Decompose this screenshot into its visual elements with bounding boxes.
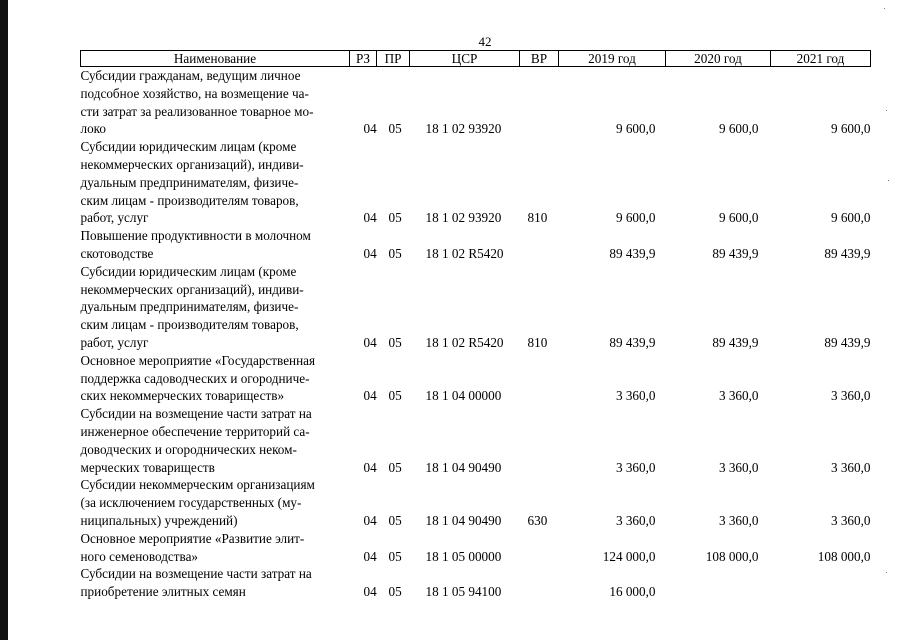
cell-2021: 89 439,9 [824,334,871,350]
cell-csr: 18 1 04 90490 [425,459,502,475]
table-row [81,476,871,529]
name-line: Повышение продуктивности в молочном [80,228,311,244]
scan-shadow-edge [0,0,8,640]
cell-2020: 89 439,9 [712,245,759,261]
name-line: работ, услуг [80,334,149,350]
name-line: ного семеноводства» [80,548,199,564]
cell-2020: 108 000,0 [705,548,759,564]
page-number: 42 [478,34,492,49]
header-name: Наименование [81,51,350,67]
name-line: некоммерческих организаций), индиви- [80,156,304,172]
name-line: подсобное хозяйство, на возмещение ча- [80,85,309,101]
row-name [81,476,350,529]
cell-csr: 18 1 02 93920 [425,210,502,226]
cell-2021 [771,565,871,601]
cell-csr: 18 1 02 R5420 [425,334,504,350]
cell-pr: 05 [388,388,402,404]
name-line: ским лицам - производителям товаров, [80,192,299,208]
name-line: ниципальных) учреждений) [80,512,238,528]
name-line: инженерное обеспечение территорий са- [80,423,310,439]
cell-2020: 9 600,0 [718,210,759,226]
cell-rz: 04 [363,548,377,564]
cell-csr: 18 1 04 90490 [425,512,502,528]
name-line: локо [80,121,107,137]
cell-rz: 04 [363,121,377,137]
header-vr: ВР [520,51,559,67]
name-line: ских некоммерческих товариществ» [80,388,285,404]
name-line: Субсидии некоммерческим организациям [80,477,315,493]
row-name [81,405,350,476]
row-name [81,138,350,227]
cell-2019: 89 439,9 [609,334,656,350]
cell-rz: 04 [363,459,377,475]
cell-2021: 9 600,0 [830,210,871,226]
cell-vr [520,67,559,139]
budget-table [80,50,871,601]
row-name [81,263,350,352]
cell-rz: 04 [363,512,377,528]
cell-2020: 3 360,0 [718,459,759,475]
cell-csr: 18 1 04 00000 [425,388,502,404]
cell-2021: 3 360,0 [830,388,871,404]
cell-2019: 9 600,0 [615,210,656,226]
cell-2019: 89 439,9 [609,245,656,261]
cell-vr [520,405,559,476]
cell-2019: 16 000,0 [609,584,656,600]
row-name [81,352,350,405]
cell-vr [520,565,559,601]
cell-2020: 3 360,0 [718,388,759,404]
table-row [81,67,871,139]
cell-rz: 04 [363,388,377,404]
cell-2019: 9 600,0 [615,121,656,137]
cell-rz: 04 [363,210,377,226]
name-line: некоммерческих организаций), индиви- [80,281,304,297]
scan-speck [884,8,885,9]
header-csr: ЦСР [410,51,520,67]
cell-2021: 89 439,9 [824,245,871,261]
cell-vr [520,352,559,405]
cell-pr: 05 [388,334,402,350]
cell-csr: 18 1 05 00000 [425,548,502,564]
name-line: поддержка садоводческих и огородниче- [80,370,310,386]
table-body [81,67,871,601]
scan-speck [886,110,887,111]
cell-2021: 9 600,0 [830,121,871,137]
name-line: Субсидии на возмещение части затрат на [80,566,312,582]
cell-pr: 05 [388,548,402,564]
name-line: работ, услуг [80,210,149,226]
name-line: Субсидии на возмещение части затрат на [80,406,312,422]
name-line: Субсидии юридическим лицам (кроме [80,139,297,155]
header-rz: РЗ [350,51,377,67]
cell-pr: 05 [388,245,402,261]
cell-rz: 04 [363,334,377,350]
scan-speck [888,180,889,181]
cell-2021: 3 360,0 [830,459,871,475]
cell-2019: 3 360,0 [615,512,656,528]
name-line: скотоводстве [80,245,154,261]
cell-csr: 18 1 05 94100 [425,584,502,600]
cell-csr: 18 1 02 R5420 [425,245,504,261]
scan-speck [886,572,887,573]
cell-2019: 124 000,0 [602,548,656,564]
row-name [81,227,350,263]
name-line: Субсидии гражданам, ведущим личное [80,68,301,83]
cell-rz: 04 [363,584,377,600]
budget-table-container [80,50,870,601]
name-line: доводческих и огороднических неком- [80,441,297,457]
cell-csr: 18 1 02 93920 [425,121,502,137]
header-2020: 2020 год [666,51,771,67]
cell-pr: 05 [388,584,402,600]
name-line: Основное мероприятие «Развитие элит- [80,530,305,546]
table-header [81,51,871,67]
cell-2021: 108 000,0 [817,548,871,564]
name-line: дуальным предпринимателям, физиче- [80,174,299,190]
cell-pr: 05 [388,512,402,528]
row-name [81,565,350,601]
name-line: сти затрат за реализованное товарное мо- [80,103,314,119]
table-row [81,405,871,476]
cell-vr: 810 [527,334,548,350]
name-line: Основное мероприятие «Государственная [80,352,316,368]
cell-2019: 3 360,0 [615,388,656,404]
header-pr: ПР [377,51,410,67]
cell-2019: 3 360,0 [615,459,656,475]
table-row [81,530,871,566]
cell-vr [520,530,559,566]
table-row [81,565,871,601]
name-line: мерческих товариществ [80,459,215,475]
cell-pr: 05 [388,459,402,475]
cell-2020 [666,565,771,601]
table-row [81,227,871,263]
cell-vr [520,227,559,263]
name-line: ским лицам - производителям товаров, [80,317,299,333]
header-2019: 2019 год [559,51,666,67]
cell-vr: 630 [527,512,548,528]
row-name [81,530,350,566]
table-row [81,138,871,227]
name-line: (за исключением государственных (му- [80,495,302,511]
cell-2021: 3 360,0 [830,512,871,528]
cell-2020: 9 600,0 [718,121,759,137]
cell-pr: 05 [388,121,402,137]
name-line: приобретение элитных семян [80,584,246,600]
name-line: Субсидии юридическим лицам (кроме [80,263,297,279]
table-row [81,352,871,405]
name-line: дуальным предпринимателям, физиче- [80,299,299,315]
table-row [81,263,871,352]
header-row [81,51,871,67]
cell-2020: 3 360,0 [718,512,759,528]
cell-pr: 05 [388,210,402,226]
row-name [81,67,350,139]
cell-rz: 04 [363,245,377,261]
cell-vr: 810 [527,210,548,226]
header-2021: 2021 год [771,51,871,67]
cell-2020: 89 439,9 [712,334,759,350]
